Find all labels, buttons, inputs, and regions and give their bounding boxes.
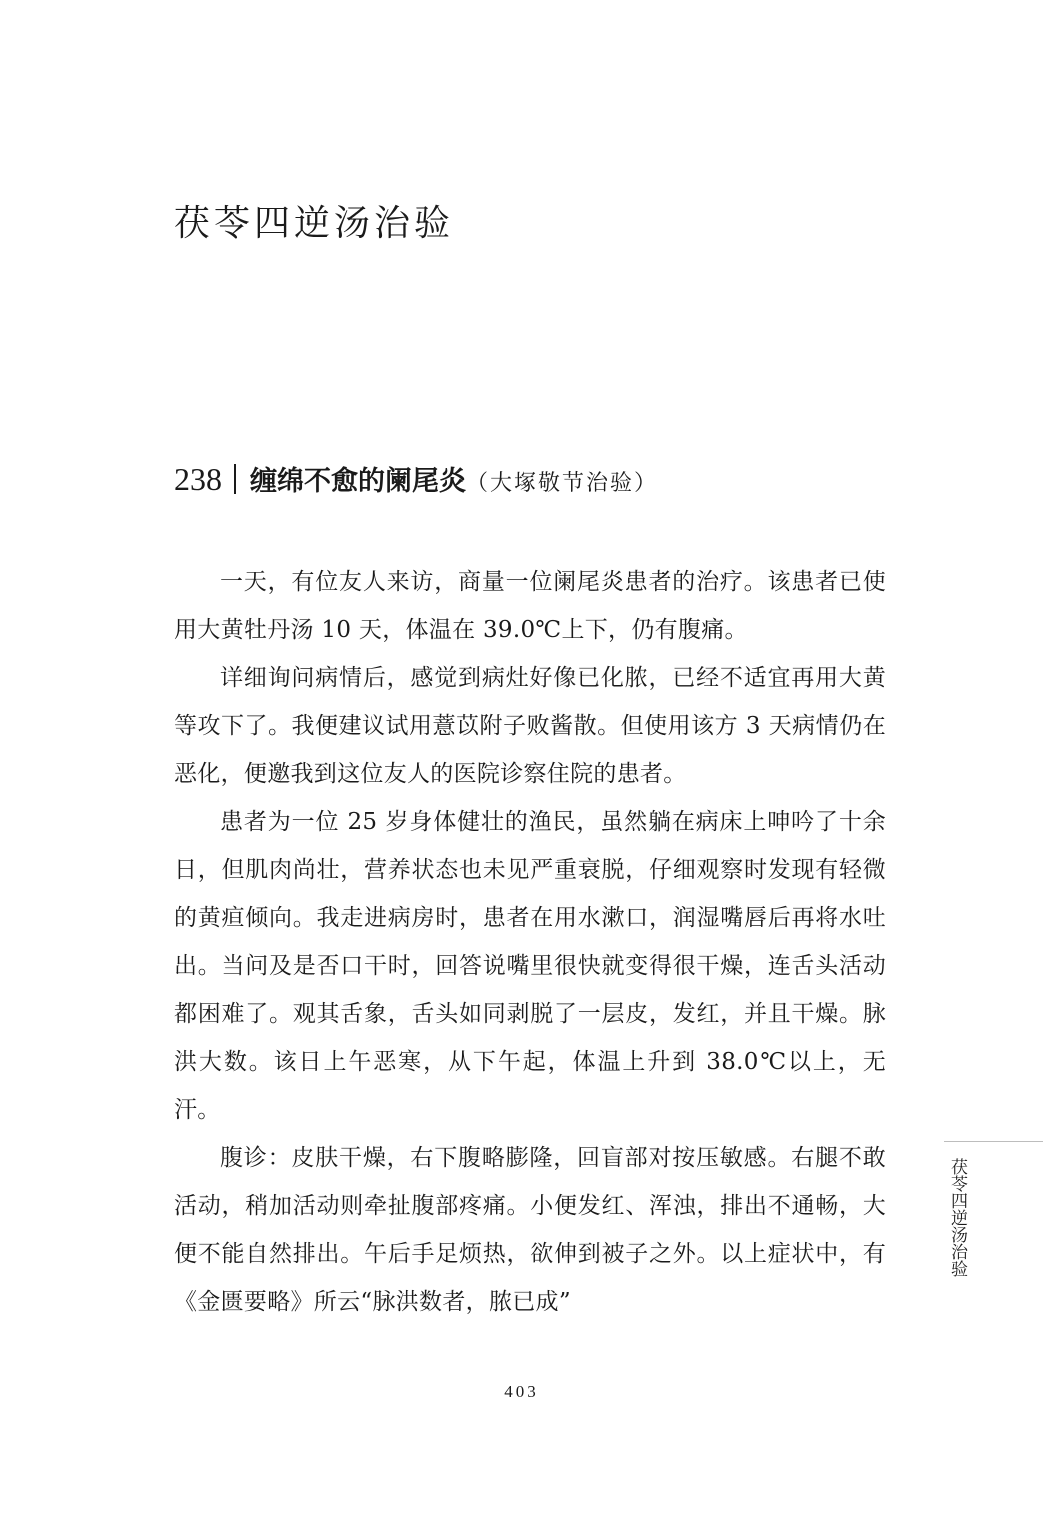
chapter-title: 茯苓四逆汤治验 [174,203,455,245]
section-divider [234,464,236,494]
body-text [174,558,886,1326]
page-number: 403 [504,1382,539,1401]
paragraph: 详细询问病情后，感觉到病灶好像已化脓，已经不适宜再用大黄等攻下了。我便建议试用薏苡附子败酱散。但使用该方 3 天病情仍在恶化，便邀我到这位友人的医院诊察住院的患者。 [174,665,886,787]
section-note: （大塚敬节治验） [466,471,659,496]
section-heading [174,460,658,498]
side-rule [944,1141,1043,1142]
section-number: 238 [174,461,222,497]
paragraph: 一天，有位友人来访，商量一位阑尾炎患者的治疗。该患者已使用大黄牡丹汤 10 天，体温在 39.0℃上下，仍有腹痛。 [174,569,886,643]
side-running-title: 茯苓四逆汤治验 [947,1158,967,1277]
paragraph: 腹诊：皮肤干燥，右下腹略膨隆，回盲部对按压敏感。右腿不敢活动，稍加活动则牵扯腹部疼痛。小便发红、浑浊，排出不通畅，大便不能自然排出。午后手足烦热，欲伸到被子之外。以上症状中，有《金匮要略》所云“脉洪数者，脓已成” [174,1145,886,1315]
paragraph: 患者为一位 25 岁身体健壮的渔民，虽然躺在病床上呻吟了十余日，但肌肉尚壮，营养状态也未见严重衰脱，仔细观察时发现有轻微的黄疸倾向。我走进病房时，患者在用水漱口，润湿嘴唇后再将水吐出。当问及是否口干时，回答说嘴里很快就变得很干燥，连舌头活动都困难了。观其舌象，舌头如同剥脱了一层皮，发红，并且干燥。脉洪大数。该日上午恶寒，从下午起，体温上升到 38.0℃以上，无汗。 [174,809,886,1123]
section-title: 缠绵不愈的阑尾炎 [250,466,466,497]
